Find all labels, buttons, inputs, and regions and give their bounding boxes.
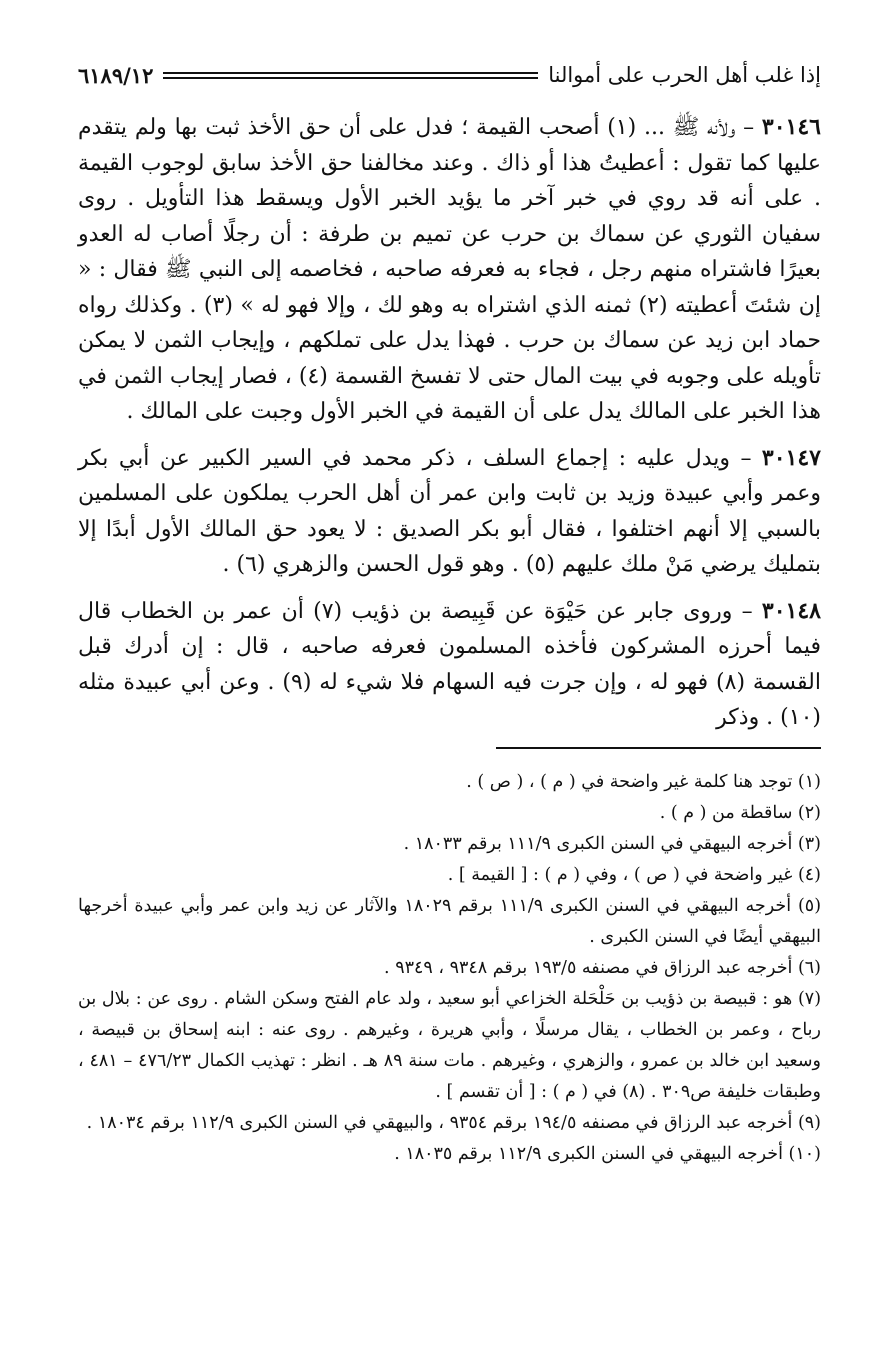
footnote-separator — [496, 747, 821, 749]
paragraph — [78, 441, 821, 583]
header-title: إذا غلب أهل الحرب على أموالنا — [548, 63, 821, 87]
footnote: (١) توجد هنا كلمة غير واضحة في ( م ) ، ( ص ) . — [466, 771, 821, 792]
footnote: (٤) غير واضحة في ( ص ) ، وفي ( م ) : [ القيمة ] . — [447, 864, 821, 885]
footnote: (٥) أخرجه البيهقي في السنن الكبرى ١١١/٩ برقم ١٨٠٢٩ والآثار عن زيد وابن عمر وأبي عبيدة أخرجها البيهقي أيضًا في السنن الكبرى . — [78, 895, 822, 947]
paragraph-number: ٣٠١٤٨ — [761, 597, 821, 624]
footnote: (٦) أخرجه عبد الرزاق في مصنفه ١٩٣/٥ برقم ٩٣٤٨ ، ٩٣٤٩ . — [384, 957, 821, 978]
paragraph-text: – ولأنه ﷺ ... (١) أصحب القيمة ؛ فدل على أن حق الأخذ ثبت بها ولم يتقدم عليها كما تقول : أعطيتُ هذا أو ذاك . وعند مخالفنا حق الأخذ سابق لوجوب القيمة . على أنه قد روي في خبر آخر ما يؤيد الخبر الأول ويسقط هذا التأويل . روى سفيان الثوري عن سماك بن حرب عن تميم بن طرفة : أن رجلًا أصاب له العدو بعيرًا فاشتراه منهم رجل ، فجاء به فعرفه صاحبه ، فخاصمه إلى النبي ﷺ فقال : « إن شئتَ أعطيته (٢) ثمنه الذي اشتراه به وهو لك ، وإلا فهو له » (٣) . وكذلك رواه حماد ابن زيد عن سماك بن حرب . فهذا يدل على تملكهم ، وإيجاب الثمن لا يمكن تأويله على وجوبه في بيت المال حتى لا تفسخ القسمة (٤) ، فصار إيجاب الثمن في هذا الخبر على المالك يدل على أن القيمة في الخبر الأول وجبت على المالك . — [78, 115, 821, 424]
running-header — [78, 58, 821, 92]
footnote: (١٠) أخرجه البيهقي في السنن الكبرى ١١٢/٩ برقم ١٨٠٣٥ . — [394, 1143, 821, 1164]
paragraph-text: – وروى جابر عن حَيْوَة عن قَبِيصة بن ذؤيب (٧) أن عمر بن الخطاب قال فيما أحرزه المشركون فأخذه المسلمون فعرفه صاحبه ، قال : إن أدرك قبل القسمة (٨) فهو له ، وإن جرت فيه السهام فلا شيء له (٩) . وعن أبي عبيدة مثله (١٠) . وذكر — [78, 598, 821, 730]
footnote: (٣) أخرجه البيهقي في السنن الكبرى ١١١/٩ برقم ١٨٠٣٣ . — [403, 833, 821, 854]
page-number: ٦١٨٩/١٢ — [78, 62, 154, 88]
paragraph-text: – ويدل عليه : إجماع السلف ، ذكر محمد في السير الكبير عن أبي بكر وعمر وأبي عبيدة وزيد بن ثابت وابن عمر أن أهل الحرب يملكون على المسلمين بالسبي إلا أنهم اختلفوا ، فقال أبو بكر الصديق : لا يعود حق المالك الأول أبدًا إلا بتمليك يرضي مَنْ ملك عليهم (٥) . وهو قول الحسن والزهري (٦) . — [78, 445, 821, 577]
footnote: (٩) أخرجه عبد الرزاق في مصنفه ١٩٤/٥ برقم ٩٣٥٤ ، والبيهقي في السنن الكبرى ١١٢/٩ برقم ١٨٠٣٤ . — [86, 1112, 821, 1133]
paragraph — [78, 110, 821, 430]
paragraph — [78, 594, 821, 736]
header-rule — [163, 72, 538, 79]
footnote: (٧) هو : قبيصة بن ذؤيب بن حَلْحَلة الخزاعي أبو سعيد ، ولد عام الفتح وسكن الشام . روى عن : بلال بن رباح ، وعمر بن الخطاب ، يقال مرسلًا ، وأبي هريرة ، وغيرهم . روى عنه : ابنه إسحاق بن قبيصة ، وسعيد ابن خالد بن عمرو ، والزهري ، وغيرهم . مات سنة ٨٩ هـ . انظر : تهذيب الكمال ٤٧٦/٢٣ – ٤٨١ ، وطبقات خليفة ص٣٠٩ . (٨) في ( م ) : [ أن تقسم ] . — [78, 988, 822, 1102]
paragraph-number: ٣٠١٤٧ — [761, 444, 821, 471]
main-text — [78, 110, 821, 736]
paragraph-number: ٣٠١٤٦ — [761, 114, 821, 140]
footnote: (٢) ساقطة من ( م ) . — [659, 802, 821, 823]
footnotes — [78, 767, 821, 1170]
